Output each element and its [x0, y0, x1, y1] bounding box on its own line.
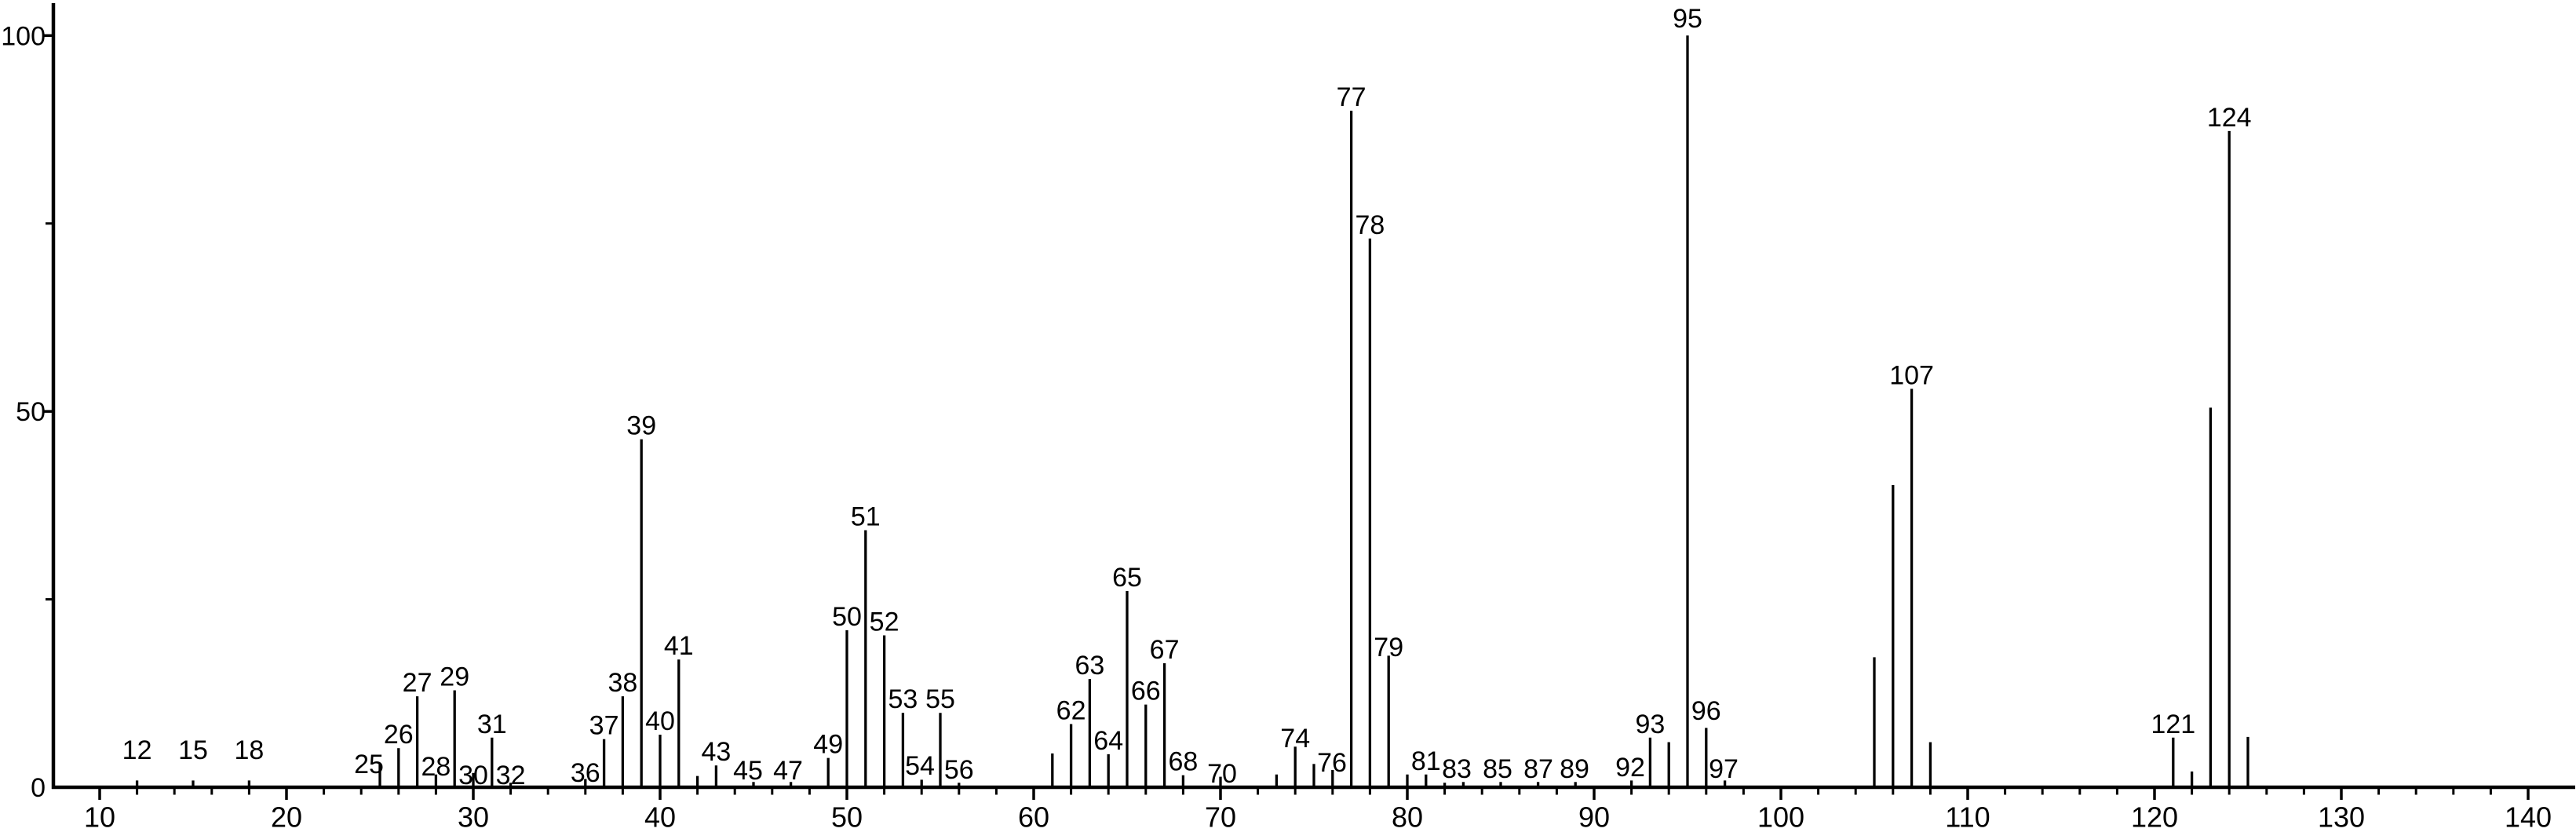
peak-label: 30 — [458, 761, 488, 790]
peak-label: 64 — [1093, 725, 1124, 756]
peak-label: 43 — [701, 737, 732, 768]
peak-label: 36 — [570, 758, 600, 788]
peak-label: 50 — [832, 601, 862, 632]
x-tick-label: 90 — [1578, 801, 1611, 832]
y-tick-label: 50 — [16, 397, 46, 428]
x-tick-label: 80 — [1391, 801, 1424, 832]
peak-label: 40 — [645, 706, 675, 736]
peak-label: 63 — [1075, 651, 1105, 681]
peak-label: 45 — [733, 756, 763, 786]
peak-label: 95 — [1673, 4, 1702, 34]
peak-label: 54 — [905, 751, 935, 781]
x-tick-label: 110 — [1945, 801, 1990, 832]
peak-label: 27 — [402, 668, 432, 699]
peak-label: 68 — [1168, 746, 1199, 777]
peak-label: 124 — [2206, 102, 2252, 133]
peak-label: 28 — [421, 752, 451, 782]
peak-label: 87 — [1523, 754, 1553, 784]
peak-label: 92 — [1615, 753, 1645, 783]
peak-label: 32 — [495, 761, 526, 790]
peak-label: 121 — [2151, 709, 2196, 739]
peak-label: 66 — [1130, 676, 1161, 706]
peak-label: 55 — [925, 684, 955, 715]
peak-label: 107 — [1889, 360, 1934, 391]
peak-label: 38 — [608, 668, 638, 699]
peak-label: 31 — [476, 709, 507, 739]
x-tick-label: 10 — [83, 801, 116, 832]
peak-label: 37 — [589, 710, 619, 741]
x-tick-label: 100 — [1757, 801, 1805, 832]
peak-label: 65 — [1112, 563, 1142, 593]
x-tick-label: 30 — [457, 801, 490, 832]
peak-label: 52 — [869, 607, 899, 637]
peak-label: 77 — [1336, 82, 1366, 113]
peak-label: 67 — [1149, 634, 1180, 665]
peak-label: 18 — [234, 735, 265, 765]
x-tick-label: 20 — [270, 801, 303, 832]
peak-label: 96 — [1691, 696, 1721, 726]
x-tick-label: 50 — [830, 801, 863, 832]
x-tick-label: 70 — [1204, 801, 1237, 832]
peak-label: 47 — [773, 756, 803, 786]
peak-label: 39 — [626, 411, 657, 441]
peak-label: 79 — [1374, 633, 1404, 662]
peak-label: 25 — [354, 750, 384, 779]
y-tick-label: 100 — [1, 21, 46, 52]
peak-label: 76 — [1317, 748, 1347, 778]
peak-label: 83 — [1442, 754, 1472, 784]
peak-label: 74 — [1280, 724, 1311, 754]
peak-label: 78 — [1355, 210, 1385, 240]
peak-label: 85 — [1483, 754, 1512, 784]
peak-label: 53 — [888, 684, 918, 715]
x-tick-label: 140 — [2504, 801, 2552, 832]
peak-label: 49 — [813, 729, 844, 760]
peak-label: 89 — [1560, 754, 1589, 784]
peak-label: 93 — [1635, 709, 1666, 739]
peak-label: 29 — [440, 662, 470, 692]
peak-label: 97 — [1709, 754, 1739, 784]
peak-label: 81 — [1410, 746, 1441, 776]
x-tick-label: 130 — [2317, 801, 2366, 832]
x-tick-label: 40 — [644, 801, 677, 832]
peak-label: 62 — [1056, 695, 1086, 726]
peak-label: 41 — [663, 631, 694, 662]
peak-label: 70 — [1207, 759, 1237, 789]
x-tick-label: 60 — [1017, 801, 1050, 832]
peak-label: 51 — [850, 502, 881, 532]
peak-label: 15 — [178, 735, 208, 765]
y-tick-label: 0 — [31, 773, 46, 803]
peak-label: 56 — [943, 755, 974, 785]
x-tick-label: 120 — [2130, 801, 2179, 832]
peak-label: 26 — [383, 720, 414, 750]
peak-label: 12 — [122, 735, 152, 765]
